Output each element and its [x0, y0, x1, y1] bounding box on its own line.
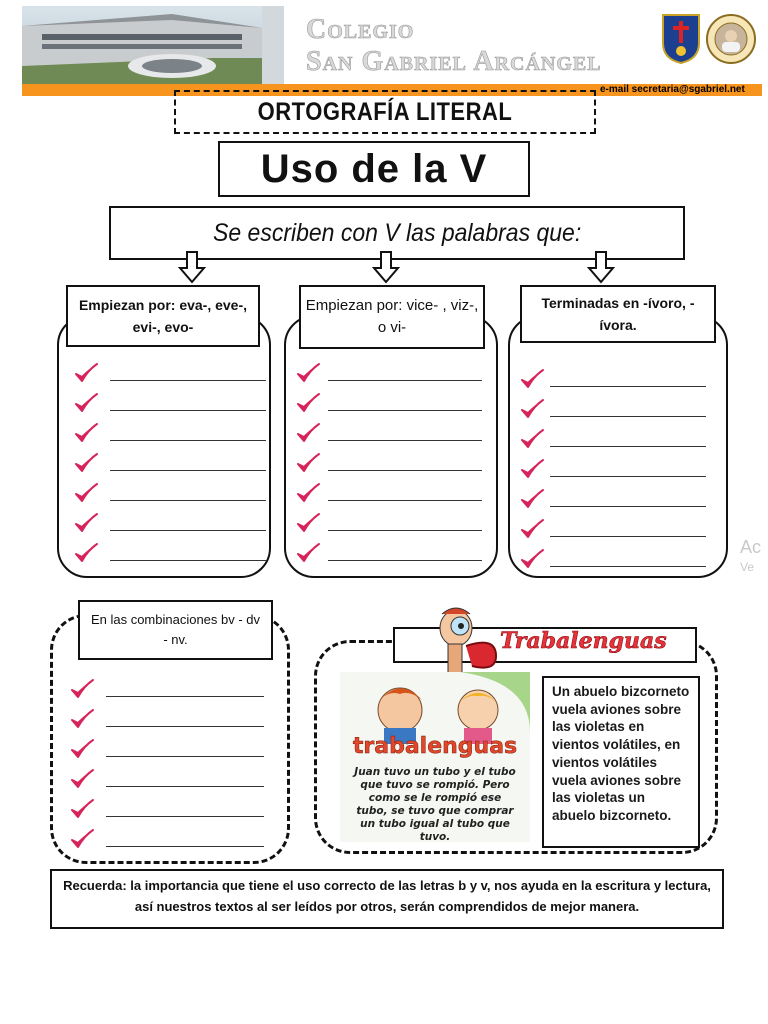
answer-blank-line[interactable]: [550, 536, 706, 537]
subject-box: [174, 90, 596, 134]
answer-row: [70, 798, 264, 824]
trabalenguas-text: Un abuelo bizcorneto vuela aviones sobre las violetas en vientos volátiles, en vientos volátiles vuela aviones sobre las violetas un abuelo bizcorneto.: [552, 684, 690, 823]
checkmark-icon: [296, 482, 320, 506]
answer-row: [70, 768, 264, 794]
answer-blank-line[interactable]: [106, 816, 264, 817]
answer-blank-line[interactable]: [550, 476, 706, 477]
answer-blank-line[interactable]: [106, 846, 264, 847]
answer-blank-line[interactable]: [106, 756, 264, 757]
answer-row: [296, 392, 482, 418]
activate-windows-watermark-line1: Ac: [740, 537, 762, 557]
answer-blank-line[interactable]: [328, 380, 482, 381]
school-seal-icon: [706, 12, 756, 66]
checkmark-icon: [296, 362, 320, 386]
checkmark-icon: [74, 512, 98, 536]
answer-blank-line[interactable]: [110, 380, 266, 381]
answer-row: [74, 422, 266, 448]
title-box: [218, 141, 530, 197]
column-eva-heading: Empiezan por: eva-, eve-, evi-, evo-: [66, 285, 260, 347]
checkmark-icon: [74, 482, 98, 506]
checkmark-icon: [74, 452, 98, 476]
answer-blank-line[interactable]: [550, 566, 706, 567]
answer-row: [74, 362, 266, 388]
answer-blank-line[interactable]: [110, 470, 266, 471]
checkmark-icon: [74, 362, 98, 386]
down-arrow-icon: [586, 250, 616, 284]
answer-blank-line[interactable]: [328, 440, 482, 441]
checkmark-icon: [70, 768, 94, 792]
checkmark-icon: [70, 828, 94, 852]
checkmark-icon: [296, 422, 320, 446]
answer-blank-line[interactable]: [106, 696, 264, 697]
checkmark-icon: [520, 428, 544, 452]
answer-row: [70, 678, 264, 704]
page-title: Uso de la V: [260, 146, 488, 191]
trabalenguas-image-text: Juan tuvo un tubo y el tubo que tuvo se rompió. Pero como se le rompió ese tubo, se tuvo que comprar un tubo igual al tubo que tuvo.: [354, 766, 516, 842]
answer-row: [296, 512, 482, 538]
answer-row: [296, 482, 482, 508]
email-text: e-mail secretaria@sgabriel.net: [600, 84, 745, 95]
answer-blank-line[interactable]: [110, 560, 266, 561]
answer-row: [296, 542, 482, 568]
answer-blank-line[interactable]: [110, 440, 266, 441]
answer-row: [520, 398, 706, 424]
answer-blank-line[interactable]: [550, 386, 706, 387]
answer-blank-line[interactable]: [328, 530, 482, 531]
checkmark-icon: [520, 368, 544, 392]
reminder-box: Recuerda: la importancia que tiene el uso correcto de las letras b y v, nos ayuda en la escritura y lectura, así nuestros textos al ser leídos por otros, serán comprendidos de mejor manera.: [50, 869, 724, 929]
checkmark-icon: [520, 488, 544, 512]
answer-row: [296, 422, 482, 448]
answer-blank-line[interactable]: [328, 410, 482, 411]
answer-row: [74, 452, 266, 478]
answer-blank-line[interactable]: [106, 726, 264, 727]
trabalenguas-image-title: trabalenguas: [352, 734, 518, 759]
checkmark-icon: [296, 392, 320, 416]
checkmark-icon: [70, 678, 94, 702]
answer-blank-line[interactable]: [110, 410, 266, 411]
activate-windows-watermark-line2: Ve: [740, 560, 755, 574]
checkmark-icon: [296, 452, 320, 476]
trabalenguas-text-box: [542, 676, 700, 848]
checkmark-icon: [70, 798, 94, 822]
answer-blank-line[interactable]: [550, 416, 706, 417]
answer-blank-line[interactable]: [110, 530, 266, 531]
checkmark-icon: [520, 518, 544, 542]
down-arrow-icon: [371, 250, 401, 284]
column-vice-heading: Empiezan por: vice- , viz-, o vi-: [299, 285, 485, 349]
school-building-photo: [22, 6, 284, 84]
answer-row: [520, 518, 706, 544]
answer-row: [296, 452, 482, 478]
checkmark-icon: [74, 422, 98, 446]
checkmark-icon: [520, 458, 544, 482]
checkmark-icon: [70, 708, 94, 732]
answer-row: [70, 708, 264, 734]
answer-row: [520, 368, 706, 394]
answer-blank-line[interactable]: [550, 506, 706, 507]
school-name-line2: San Gabriel Arcángel: [306, 46, 602, 77]
answer-row: [70, 738, 264, 764]
answer-row: [520, 458, 706, 484]
school-crest-icon: [661, 13, 701, 65]
answer-row: [74, 512, 266, 538]
down-arrow-icon: [177, 250, 207, 284]
checkmark-icon: [74, 542, 98, 566]
answer-blank-line[interactable]: [550, 446, 706, 447]
answer-row: [74, 542, 266, 568]
thinking-character-icon: [436, 606, 502, 680]
column-ivoro-heading: Terminadas en -ívoro, - ívora.: [520, 285, 716, 343]
checkmark-icon: [520, 398, 544, 422]
trabalenguas-illustration: [340, 672, 530, 842]
subject-heading: ORTOGRAFÍA LITERAL: [257, 97, 513, 126]
trabalenguas-title: Trabalenguas: [500, 628, 667, 654]
checkmark-icon: [74, 392, 98, 416]
combinations-heading: En las combinaciones bv - dv - nv.: [78, 600, 273, 660]
checkmark-icon: [296, 512, 320, 536]
answer-row: [70, 828, 264, 854]
checkmark-icon: [70, 738, 94, 762]
answer-blank-line[interactable]: [110, 500, 266, 501]
answer-row: [520, 428, 706, 454]
answer-row: [520, 548, 706, 574]
rule-heading: Se escriben con V las palabras que:: [212, 218, 582, 247]
checkmark-icon: [296, 542, 320, 566]
answer-row: [520, 488, 706, 514]
answer-blank-line[interactable]: [106, 786, 264, 787]
answer-row: [74, 392, 266, 418]
school-name: [306, 14, 646, 78]
answer-blank-line[interactable]: [328, 500, 482, 501]
school-name-line1: Colegio: [306, 14, 415, 45]
answer-blank-line[interactable]: [328, 560, 482, 561]
answer-blank-line[interactable]: [328, 470, 482, 471]
answer-row: [296, 362, 482, 388]
checkmark-icon: [520, 548, 544, 572]
answer-row: [74, 482, 266, 508]
